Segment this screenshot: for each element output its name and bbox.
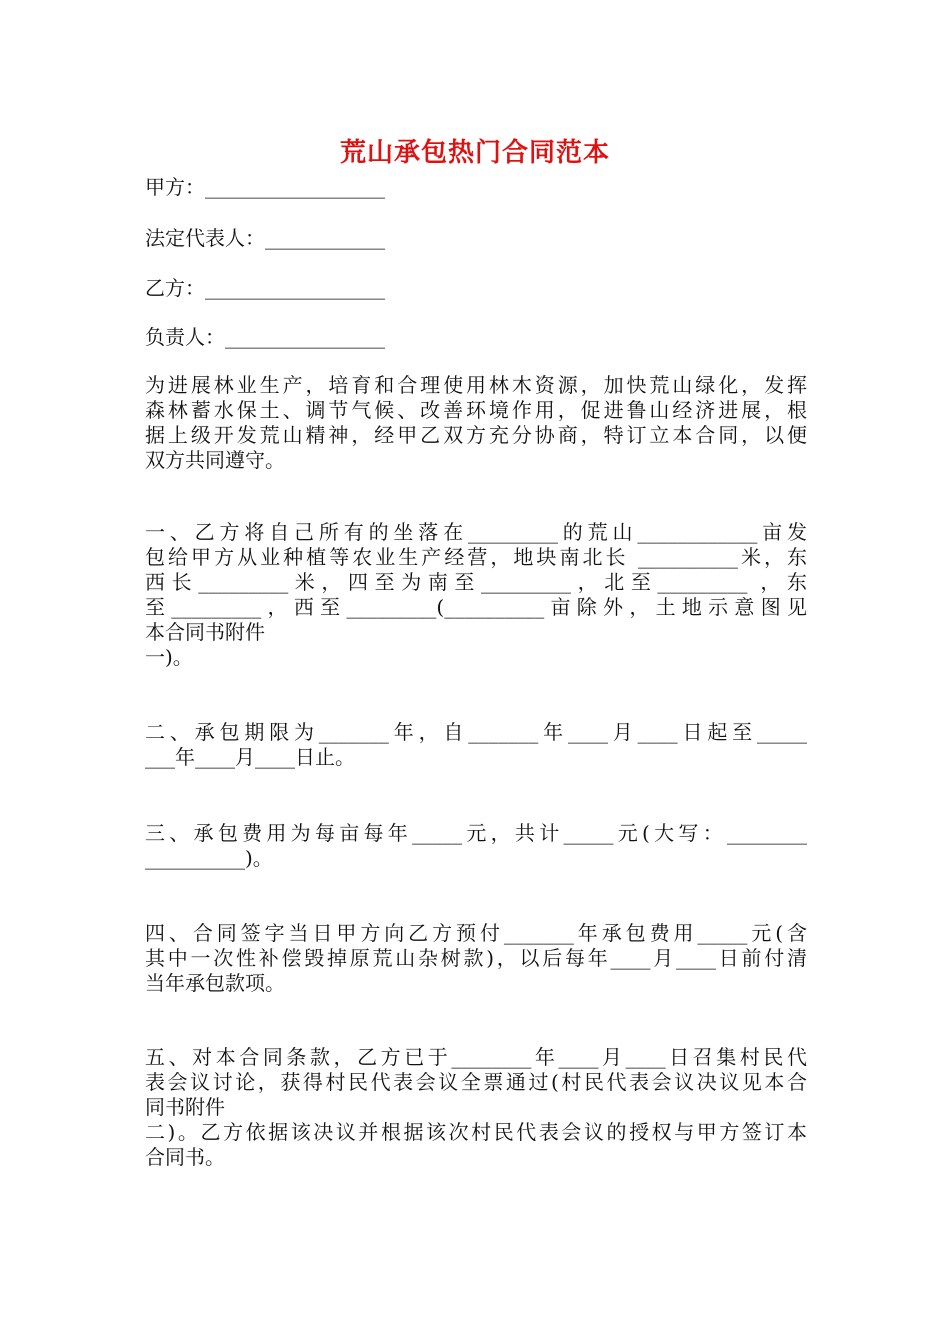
clause-2-line: ___年____月____日止。 — [145, 745, 355, 769]
clause-5-line: 二)。乙方依据该决议并根据该次村民代表会议的授权与甲方签订本 — [145, 1120, 807, 1144]
clause-1-line: 西长_________米，四至为南至_________，北至_________ ，东 — [145, 570, 807, 594]
clause-2 — [145, 720, 807, 770]
preamble-line: 为进展林业生产，培育和合理使用林木资源，加快荒山绿化，发挥 — [145, 373, 807, 397]
clause-1-line: 本合同书附件 — [145, 620, 265, 644]
clause-3 — [145, 821, 807, 871]
preamble-line: 森林蓄水保土、调节气候、改善环境作用，促进鲁山经济进展，根 — [145, 398, 807, 422]
clause-5-line: 合同书。 — [145, 1145, 225, 1169]
clause-1-line: 包给甲方从业种植等农业生产经营，地块南北长 __________米，东 — [145, 545, 807, 569]
clause-1-line: 一)。 — [145, 645, 193, 669]
clause-5-line: 五、对本合同条款，乙方已于________年____月____日召集村民代 — [145, 1045, 807, 1069]
clause-1 — [145, 520, 807, 670]
clause-5 — [145, 1045, 807, 1170]
clause-3-line: __________)。 — [145, 846, 273, 870]
clause-5-line: 表会议讨论，获得村民代表会议全票通过(村民代表会议决议见本合 — [145, 1070, 807, 1094]
party-b-field: 乙方：__________________ — [145, 276, 385, 300]
preamble-paragraph — [145, 373, 807, 473]
document-title: 荒山承包热门合同范本 — [339, 138, 610, 168]
clause-1-line: 一、乙方将自己所有的坐落在_________的荒山____________亩发 — [145, 520, 807, 544]
clause-3-line: 三、承包费用为每亩每年_____元，共计_____元(大写：________ — [145, 821, 807, 845]
preamble-line: 据上级开发荒山精神，经甲乙双方充分协商，特订立本合同，以便 — [145, 423, 807, 447]
clause-4-line: 当年承包款项。 — [145, 971, 285, 995]
clause-2-line: 二、承包期限为_______年，自_______年____月____日起至_____ — [145, 720, 807, 744]
clause-4 — [145, 921, 807, 996]
party-a-field: 甲方：__________________ — [145, 175, 385, 199]
clause-5-line: 同书附件 — [145, 1095, 225, 1119]
legal-rep-field: 法定代表人：____________ — [145, 226, 385, 250]
clause-4-line: 其中一次性补偿毁掉原荒山杂树款)，以后每年____月____日前付清 — [145, 946, 807, 970]
preamble-line: 双方共同遵守。 — [145, 448, 285, 472]
clause-1-line: 至_________，西至_________(__________亩除外，土地示意图见 — [145, 595, 807, 619]
responsible-field: 负责人：________________ — [145, 325, 385, 349]
clause-4-line: 四、合同签字当日甲方向乙方预付_______年承包费用_____元(含 — [145, 921, 807, 945]
